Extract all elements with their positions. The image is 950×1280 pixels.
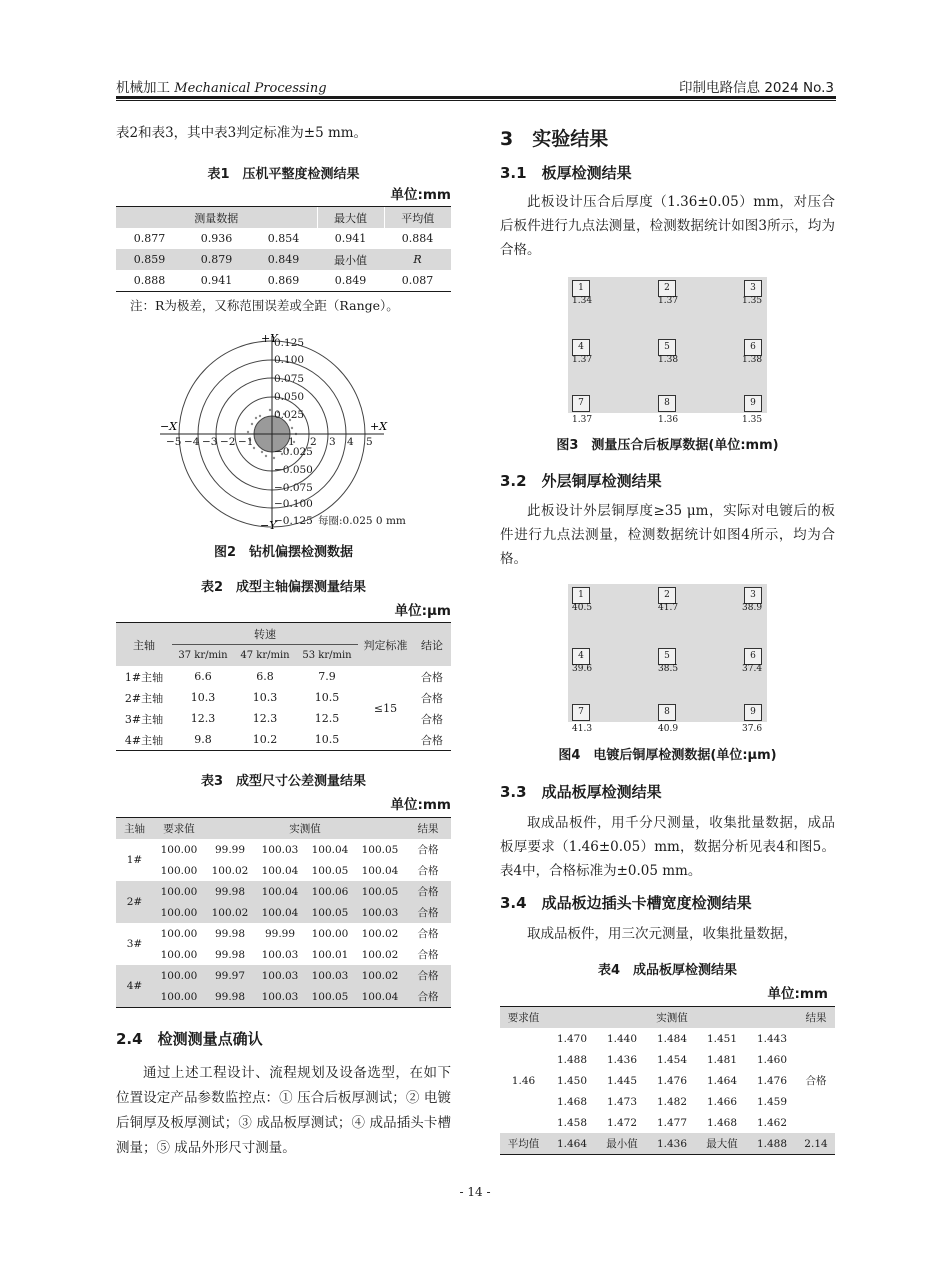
- table-cell: 合格: [417, 844, 439, 856]
- table2-unit: 单位:μm: [394, 603, 451, 619]
- running-header-journal-issue: 印制电路信息 2024 No.3: [679, 80, 834, 96]
- fig4-point-label: 8: [658, 704, 676, 721]
- fig3-point-value: 1.34: [572, 296, 593, 306]
- table-cell: 10.5: [314, 733, 340, 746]
- section-3-4-text: 取成品板件，用三次元测量，收集批量数据，: [527, 926, 797, 942]
- header-rule-thick: [116, 96, 836, 99]
- table-cell: 1.450: [556, 1074, 588, 1087]
- fig3-nine-point-grid: [568, 277, 767, 413]
- fig2-y-bottom: −Y: [260, 519, 277, 532]
- table-cell: 100.00: [160, 948, 198, 961]
- table2-header-row: [116, 623, 451, 645]
- table-row: [116, 860, 451, 881]
- table-cell: 1.488: [556, 1053, 588, 1066]
- table-cell: 1.476: [756, 1074, 788, 1087]
- table-cell: 平均值: [500, 1133, 547, 1154]
- table3-caption: 表3 成型尺寸公差测量结果: [200, 774, 367, 789]
- table-cell: 100.04: [255, 881, 305, 902]
- table2-h-spindle: 主轴: [116, 623, 172, 666]
- table-cell: 100.02: [361, 948, 399, 961]
- table-cell: 合格: [405, 881, 451, 902]
- table-cell: 100.05: [311, 864, 349, 877]
- table-cell: 1.459: [756, 1095, 788, 1108]
- table-cell: 合格: [405, 965, 451, 986]
- fig2-pos-x-tick: 4: [347, 436, 354, 448]
- section-3-2-title: 3.2 外层铜厚检测结果: [500, 472, 662, 490]
- table-cell: 1.460: [756, 1053, 788, 1066]
- table4-header-cell: 要求值: [500, 1007, 547, 1028]
- table-cell: 100.04: [261, 864, 299, 877]
- fig2-pos-y-tick: 0.075: [274, 373, 305, 385]
- table-row: [116, 839, 451, 860]
- table4-footer-row: [500, 1133, 835, 1154]
- table-cell: 1.436: [606, 1053, 638, 1066]
- fig2-polar-chart: [150, 330, 410, 535]
- table4-unit: 单位:mm: [767, 986, 828, 1002]
- table3-group-label: 4#: [116, 965, 153, 1007]
- table-cell: 1.481: [706, 1053, 738, 1066]
- table-cell: 1.470: [556, 1032, 588, 1045]
- table-cell: 合格: [421, 670, 443, 684]
- fig2-neg-x-tick: −4: [184, 436, 200, 448]
- fig2-y-top: +Y: [261, 332, 278, 345]
- table-cell: 100.02: [361, 927, 399, 940]
- fig2-pos-x-tick: 5: [366, 436, 373, 448]
- fig2-neg-x-tick: −2: [220, 436, 236, 448]
- table-cell: 0.936: [200, 232, 233, 245]
- table-cell: 合格: [417, 928, 439, 940]
- fig2-neg-x-tick: −1: [238, 436, 254, 448]
- table-cell: 100.02: [205, 902, 255, 923]
- table-cell: 0.849: [250, 249, 317, 270]
- table2: [116, 622, 451, 751]
- table3-group-label: 3#: [126, 938, 143, 950]
- fig3-point-value: 1.37: [572, 415, 593, 425]
- table-row: [116, 270, 451, 291]
- table-cell: 12.3: [252, 712, 278, 725]
- table1-header-cell: 最大值: [317, 207, 384, 228]
- table-cell: 1.440: [606, 1032, 638, 1045]
- fig3-point-label: 1: [572, 280, 590, 297]
- section-2-4-text: 通过上述工程设计、流程规划及设备选型，在如下位置设定产品参数监控点：① 压合后板厚测试；② 电镀后铜厚及板厚测试；③ 成品板厚测试；④ 成品插头卡槽测量；⑤ 成品外形尺寸测量。: [116, 1065, 451, 1156]
- fig2-neg-y-tick: −0.025: [274, 446, 313, 458]
- table-cell: 1.482: [656, 1095, 688, 1108]
- table4-caption: 表4 成品板厚检测结果: [597, 963, 738, 978]
- table-cell: 0.859: [116, 249, 183, 270]
- section-3-title: 3 实验结果: [500, 128, 609, 150]
- fig4-point-value: 37.4: [742, 664, 763, 674]
- table-cell: 100.00: [160, 927, 198, 940]
- fig3-point-value: 1.35: [742, 296, 763, 306]
- fig3-point-label: 8: [658, 395, 676, 412]
- table-row: [116, 249, 451, 270]
- table2-caption: 表2 成型主轴偏摆测量结果: [200, 580, 367, 595]
- table-cell: 6.6: [194, 670, 212, 683]
- table-row: [116, 902, 451, 923]
- table-cell: 0.849: [334, 274, 367, 287]
- fig4-point-label: 4: [572, 648, 590, 665]
- section-3-1-text: 此板设计压合后厚度（1.36±0.05）mm，对压合后板件进行九点法测量，检测数据统计如图3所示，均为合格。: [500, 194, 835, 258]
- table-cell: 1.477: [656, 1116, 688, 1129]
- table-row: [500, 1070, 835, 1091]
- table-cell: 4#主轴: [124, 733, 164, 747]
- page-number: - 14 -: [459, 1185, 491, 1199]
- table3-header-cell: 实测值: [205, 818, 405, 839]
- table-cell: 99.98: [205, 881, 255, 902]
- fig2-neg-y-tick: −0.100: [274, 498, 313, 510]
- table2-h-result: 结论: [413, 623, 451, 666]
- fig2-pos-y-tick: 0.050: [274, 391, 305, 403]
- table1-caption: 表1 压机平整度检测结果: [207, 167, 360, 182]
- table-cell: 100.05: [355, 881, 405, 902]
- table-cell: 1.443: [756, 1032, 788, 1045]
- fig2-neg-y-tick: −0.075: [274, 482, 313, 494]
- table-cell: 100.01: [311, 948, 349, 961]
- table-cell: 1.466: [706, 1095, 738, 1108]
- table-cell: 100.05: [361, 843, 399, 856]
- table-cell: 100.00: [160, 864, 198, 877]
- table-cell: 1.488: [747, 1133, 797, 1154]
- table-cell: 0.877: [133, 232, 166, 245]
- table-cell: 1.436: [647, 1133, 697, 1154]
- header-section-cn: 机械加工: [116, 80, 170, 96]
- table2-h-std: 判定标准: [358, 623, 413, 666]
- fig3-point-value: 1.37: [572, 355, 593, 365]
- table-cell: 1.454: [656, 1053, 688, 1066]
- table-cell: 1.473: [606, 1095, 638, 1108]
- fig2-neg-x-tick: −5: [166, 436, 182, 448]
- table-cell: 0.941: [334, 232, 367, 245]
- fig4-point-label: 1: [572, 587, 590, 604]
- fig2-pos-y-tick: 0.125: [274, 337, 305, 349]
- fig4-point-label: 2: [658, 587, 676, 604]
- table-cell: 1.464: [547, 1133, 597, 1154]
- table-row: [116, 944, 451, 965]
- table-cell: 0.888: [133, 274, 166, 287]
- table-cell: R: [384, 249, 451, 270]
- table-cell: 100.03: [355, 902, 405, 923]
- fig3-point-label: 4: [572, 339, 590, 356]
- table-cell: 0.884: [401, 232, 434, 245]
- fig2-pos-x-tick: 3: [329, 436, 336, 448]
- fig2-x-left: −X: [160, 420, 178, 433]
- table2-speed-header: 53 kr/min: [296, 645, 358, 667]
- fig4-point-label: 3: [744, 587, 762, 604]
- table-cell: 100.03: [261, 843, 299, 856]
- table-cell: 12.5: [314, 712, 340, 725]
- table-row: [116, 923, 451, 944]
- table-row: [116, 965, 451, 986]
- table-cell: 7.9: [318, 670, 336, 683]
- table-cell: 100.00: [153, 965, 205, 986]
- section-3-3-text: 取成品板件，用千分尺测量，收集批量数据，成品板厚要求（1.46±0.05）mm，数据分析见表4和图5。表4中，合格标准为±0.05 mm。: [500, 815, 835, 879]
- table-cell: 10.2: [252, 733, 278, 746]
- table-cell: 1.464: [706, 1074, 738, 1087]
- fig3-point-label: 3: [744, 280, 762, 297]
- table3: [116, 817, 451, 1008]
- fig3-point-label: 9: [744, 395, 762, 412]
- table4-header-row: [500, 1007, 835, 1028]
- fig4-point-label: 9: [744, 704, 762, 721]
- table-cell: 1.458: [556, 1116, 588, 1129]
- table-cell: 100.00: [160, 843, 198, 856]
- table-cell: 99.99: [214, 843, 246, 856]
- fig2-neg-x-tick: −3: [202, 436, 218, 448]
- table-cell: 合格: [421, 691, 443, 705]
- header-rule-thin: [116, 100, 836, 101]
- section-3-2-text: 此板设计外层铜厚度≥35 μm，实际对电镀后的板件进行九点法测量，检测数据统计如图4所示，均为合格。: [500, 503, 835, 567]
- table-cell: 100.05: [305, 986, 355, 1007]
- fig3-point-label: 6: [744, 339, 762, 356]
- table-cell: 1.468: [556, 1095, 588, 1108]
- running-header-journal-section: [116, 76, 327, 96]
- table1-header-cell: 测量数据: [116, 207, 317, 228]
- table1-note: 注：R为极差，又称范围误差或全距（Range）。: [130, 298, 399, 313]
- table-cell: 100.00: [153, 902, 205, 923]
- section-2-4-title: 2.4 检测测量点确认: [116, 1030, 263, 1048]
- table-cell: 0.087: [401, 274, 434, 287]
- table-cell: 99.98: [214, 948, 246, 961]
- table-cell: 合格: [421, 712, 443, 726]
- table-row: [116, 228, 451, 249]
- fig4-point-value: 38.9: [742, 603, 763, 613]
- fig2-x-right: +X: [370, 420, 388, 433]
- table3-group-label: 2#: [116, 881, 153, 923]
- table1-unit: 单位:mm: [390, 187, 451, 203]
- fig2-neg-y-tick: −0.050: [274, 464, 313, 476]
- table-cell: 100.04: [255, 902, 305, 923]
- table2-h-speed: 转速: [172, 623, 358, 645]
- table-cell: 100.06: [305, 881, 355, 902]
- table3-header-row: [116, 818, 451, 839]
- fig4-point-value: 40.9: [658, 724, 679, 734]
- fig3-point-value: 1.35: [742, 415, 763, 425]
- table-cell: 100.00: [311, 927, 349, 940]
- table3-group-label: 1#: [126, 854, 143, 866]
- table-row: [116, 986, 451, 1007]
- table1-header-cell: 平均值: [384, 207, 451, 228]
- fig3-point-value: 1.38: [742, 355, 763, 365]
- table-cell: 100.05: [305, 902, 355, 923]
- table-cell: 最大值: [697, 1133, 747, 1154]
- table-cell: 1.451: [706, 1032, 738, 1045]
- table1: [116, 206, 451, 292]
- table3-header-cell: 要求值: [153, 818, 205, 839]
- table-row: [500, 1049, 835, 1070]
- table-cell: 99.98: [205, 986, 255, 1007]
- table-cell: 合格: [417, 949, 439, 961]
- table-cell: 100.02: [211, 864, 249, 877]
- fig4-point-label: 5: [658, 648, 676, 665]
- table-cell: 合格: [417, 865, 439, 877]
- fig4-point-label: 6: [744, 648, 762, 665]
- table4-result-cell: 合格: [805, 1075, 827, 1087]
- fig2-pos-y-tick: 0.025: [274, 409, 305, 421]
- table-cell: 6.8: [256, 670, 274, 683]
- section-3-1-title: 3.1 板厚检测结果: [500, 164, 632, 182]
- table2-std-cell: ≤15: [373, 701, 398, 715]
- fig3-caption: 图3 测量压合后板厚数据(单位:mm): [556, 438, 779, 453]
- fig2-neg-y-tick: −0.125: [274, 515, 313, 527]
- table4-header-cell: 结果: [797, 1007, 835, 1028]
- section-3-3-title: 3.3 成品板厚检测结果: [500, 783, 662, 801]
- table-cell: 1.472: [606, 1116, 638, 1129]
- fig4-nine-point-grid: [568, 584, 767, 722]
- table-cell: 合格: [405, 902, 451, 923]
- fig3-point-value: 1.36: [658, 415, 679, 425]
- table-cell: 最小值: [317, 249, 384, 270]
- table-cell: 2.14: [797, 1133, 835, 1154]
- fig2-pos-y-tick: 0.100: [274, 354, 305, 366]
- fig4-point-value: 38.5: [658, 664, 679, 674]
- header-section-en: Mechanical Processing: [174, 81, 327, 96]
- table-cell: 100.04: [355, 986, 405, 1007]
- table4: [500, 1006, 835, 1155]
- fig4-caption: 图4 电镀后铜厚检测数据(单位:μm): [558, 748, 777, 763]
- fig4-point-value: 39.6: [572, 664, 593, 674]
- table-cell: 3#主轴: [124, 712, 164, 726]
- table-cell: 最小值: [597, 1133, 647, 1154]
- table3-header-cell: 主轴: [116, 818, 153, 839]
- table-cell: 0.854: [267, 232, 300, 245]
- table-cell: 1.468: [706, 1116, 738, 1129]
- table-cell: 合格: [405, 986, 451, 1007]
- table-cell: 1.476: [656, 1074, 688, 1087]
- table-cell: 99.97: [205, 965, 255, 986]
- fig4-point-value: 41.7: [658, 603, 679, 613]
- table3-unit: 单位:mm: [390, 797, 451, 813]
- fig2-pos-x-tick: 2: [310, 436, 317, 448]
- table-row: [500, 1091, 835, 1112]
- fig2-caption: 图2 钻机偏摆检测数据: [213, 545, 354, 560]
- table-cell: 100.04: [311, 843, 349, 856]
- table-cell: 12.3: [190, 712, 216, 725]
- table-cell: 100.03: [255, 965, 305, 986]
- table-cell: 100.02: [355, 965, 405, 986]
- fig4-point-value: 37.6: [742, 724, 763, 734]
- table-cell: 100.00: [153, 881, 205, 902]
- table-cell: 99.98: [214, 927, 246, 940]
- table-cell: 0.941: [200, 274, 233, 287]
- table1-header-row: [116, 207, 451, 228]
- fig4-point-label: 7: [572, 704, 590, 721]
- table2-speed-header: 37 kr/min: [172, 645, 234, 667]
- table-cell: 1#主轴: [124, 670, 164, 684]
- table-row: [500, 1028, 835, 1049]
- table-cell: 10.3: [252, 691, 278, 704]
- table-cell: 1.484: [656, 1032, 688, 1045]
- table-cell: 100.00: [153, 986, 205, 1007]
- intro-paragraph: 表2和表3，其中表3判定标准为±5 mm。: [116, 125, 368, 141]
- table-cell: 100.03: [255, 986, 305, 1007]
- table-cell: 100.03: [305, 965, 355, 986]
- table-cell: 9.8: [194, 733, 212, 746]
- table-cell: 100.03: [261, 948, 299, 961]
- fig3-point-label: 7: [572, 395, 590, 412]
- table-cell: 0.879: [183, 249, 250, 270]
- table-cell: 10.5: [314, 691, 340, 704]
- table4-header-cell: 实测值: [547, 1007, 797, 1028]
- section-3-4-title: 3.4 成品板边插头卡槽宽度检测结果: [500, 894, 752, 912]
- fig2-pos-x-tick: 1: [288, 436, 295, 448]
- table-cell: 1.462: [756, 1116, 788, 1129]
- table-cell: 1.445: [606, 1074, 638, 1087]
- table-cell: 合格: [421, 733, 443, 747]
- table-row: [116, 881, 451, 902]
- table-row: [116, 666, 451, 687]
- fig4-point-value: 41.3: [572, 724, 593, 734]
- fig3-point-label: 2: [658, 280, 676, 297]
- table-cell: 100.04: [361, 864, 399, 877]
- fig4-point-value: 40.5: [572, 603, 593, 613]
- fig3-point-value: 1.38: [658, 355, 679, 365]
- table4-req-cell: 1.46: [511, 1074, 536, 1087]
- table3-header-cell: 结果: [405, 818, 451, 839]
- table-cell: 10.3: [190, 691, 216, 704]
- fig3-point-label: 5: [658, 339, 676, 356]
- table2-speed-header: 47 kr/min: [234, 645, 296, 667]
- table-cell: 2#主轴: [124, 691, 164, 705]
- table-cell: 99.99: [264, 927, 296, 940]
- fig3-point-value: 1.37: [658, 296, 679, 306]
- fig2-per-ring-note: 每圈:0.025 0 mm: [318, 515, 406, 527]
- table-cell: 0.869: [267, 274, 300, 287]
- table-row: [500, 1112, 835, 1133]
